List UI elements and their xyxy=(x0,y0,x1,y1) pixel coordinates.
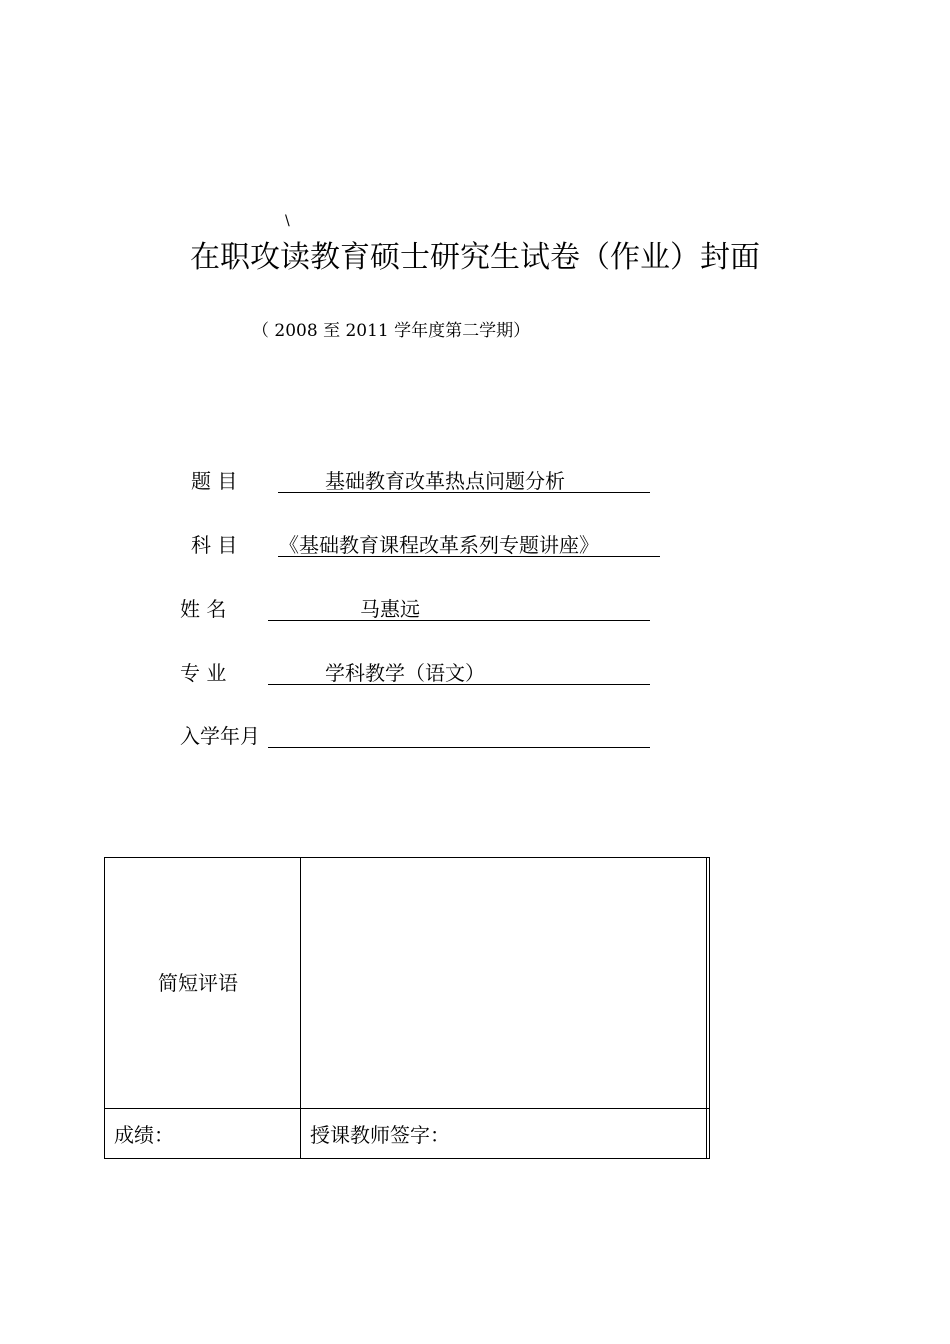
signature-label: 授课教师签字： xyxy=(310,1123,450,1147)
course-label: 科 目 xyxy=(191,533,238,557)
evaluation-table xyxy=(104,857,710,1159)
enroll-label: 入学年月 xyxy=(180,724,260,748)
major-label: 专 业 xyxy=(180,661,227,685)
topic-label: 题 目 xyxy=(191,469,238,493)
name-value: 马惠远 xyxy=(360,597,420,621)
table-horizontal-divider xyxy=(105,1108,709,1109)
comment-label: 简短评语 xyxy=(158,971,238,995)
academic-term: （ 2008 至 2011 学年度第二学期） xyxy=(252,321,531,341)
table-right-double-border xyxy=(706,858,707,1158)
name-label: 姓 名 xyxy=(180,597,227,621)
name-underline xyxy=(268,620,650,621)
grade-label: 成绩： xyxy=(114,1123,174,1147)
topic-value: 基础教育改革热点问题分析 xyxy=(325,469,565,493)
table-vertical-divider xyxy=(300,858,301,1158)
major-value: 学科教学（语文） xyxy=(325,661,485,685)
course-value: 《基础教育课程改革系列专题讲座》 xyxy=(279,533,599,557)
stray-mark: \ xyxy=(285,213,290,229)
enroll-underline xyxy=(268,747,650,748)
page-title: 在职攻读教育硕士研究生试卷（作业）封面 xyxy=(190,240,760,275)
